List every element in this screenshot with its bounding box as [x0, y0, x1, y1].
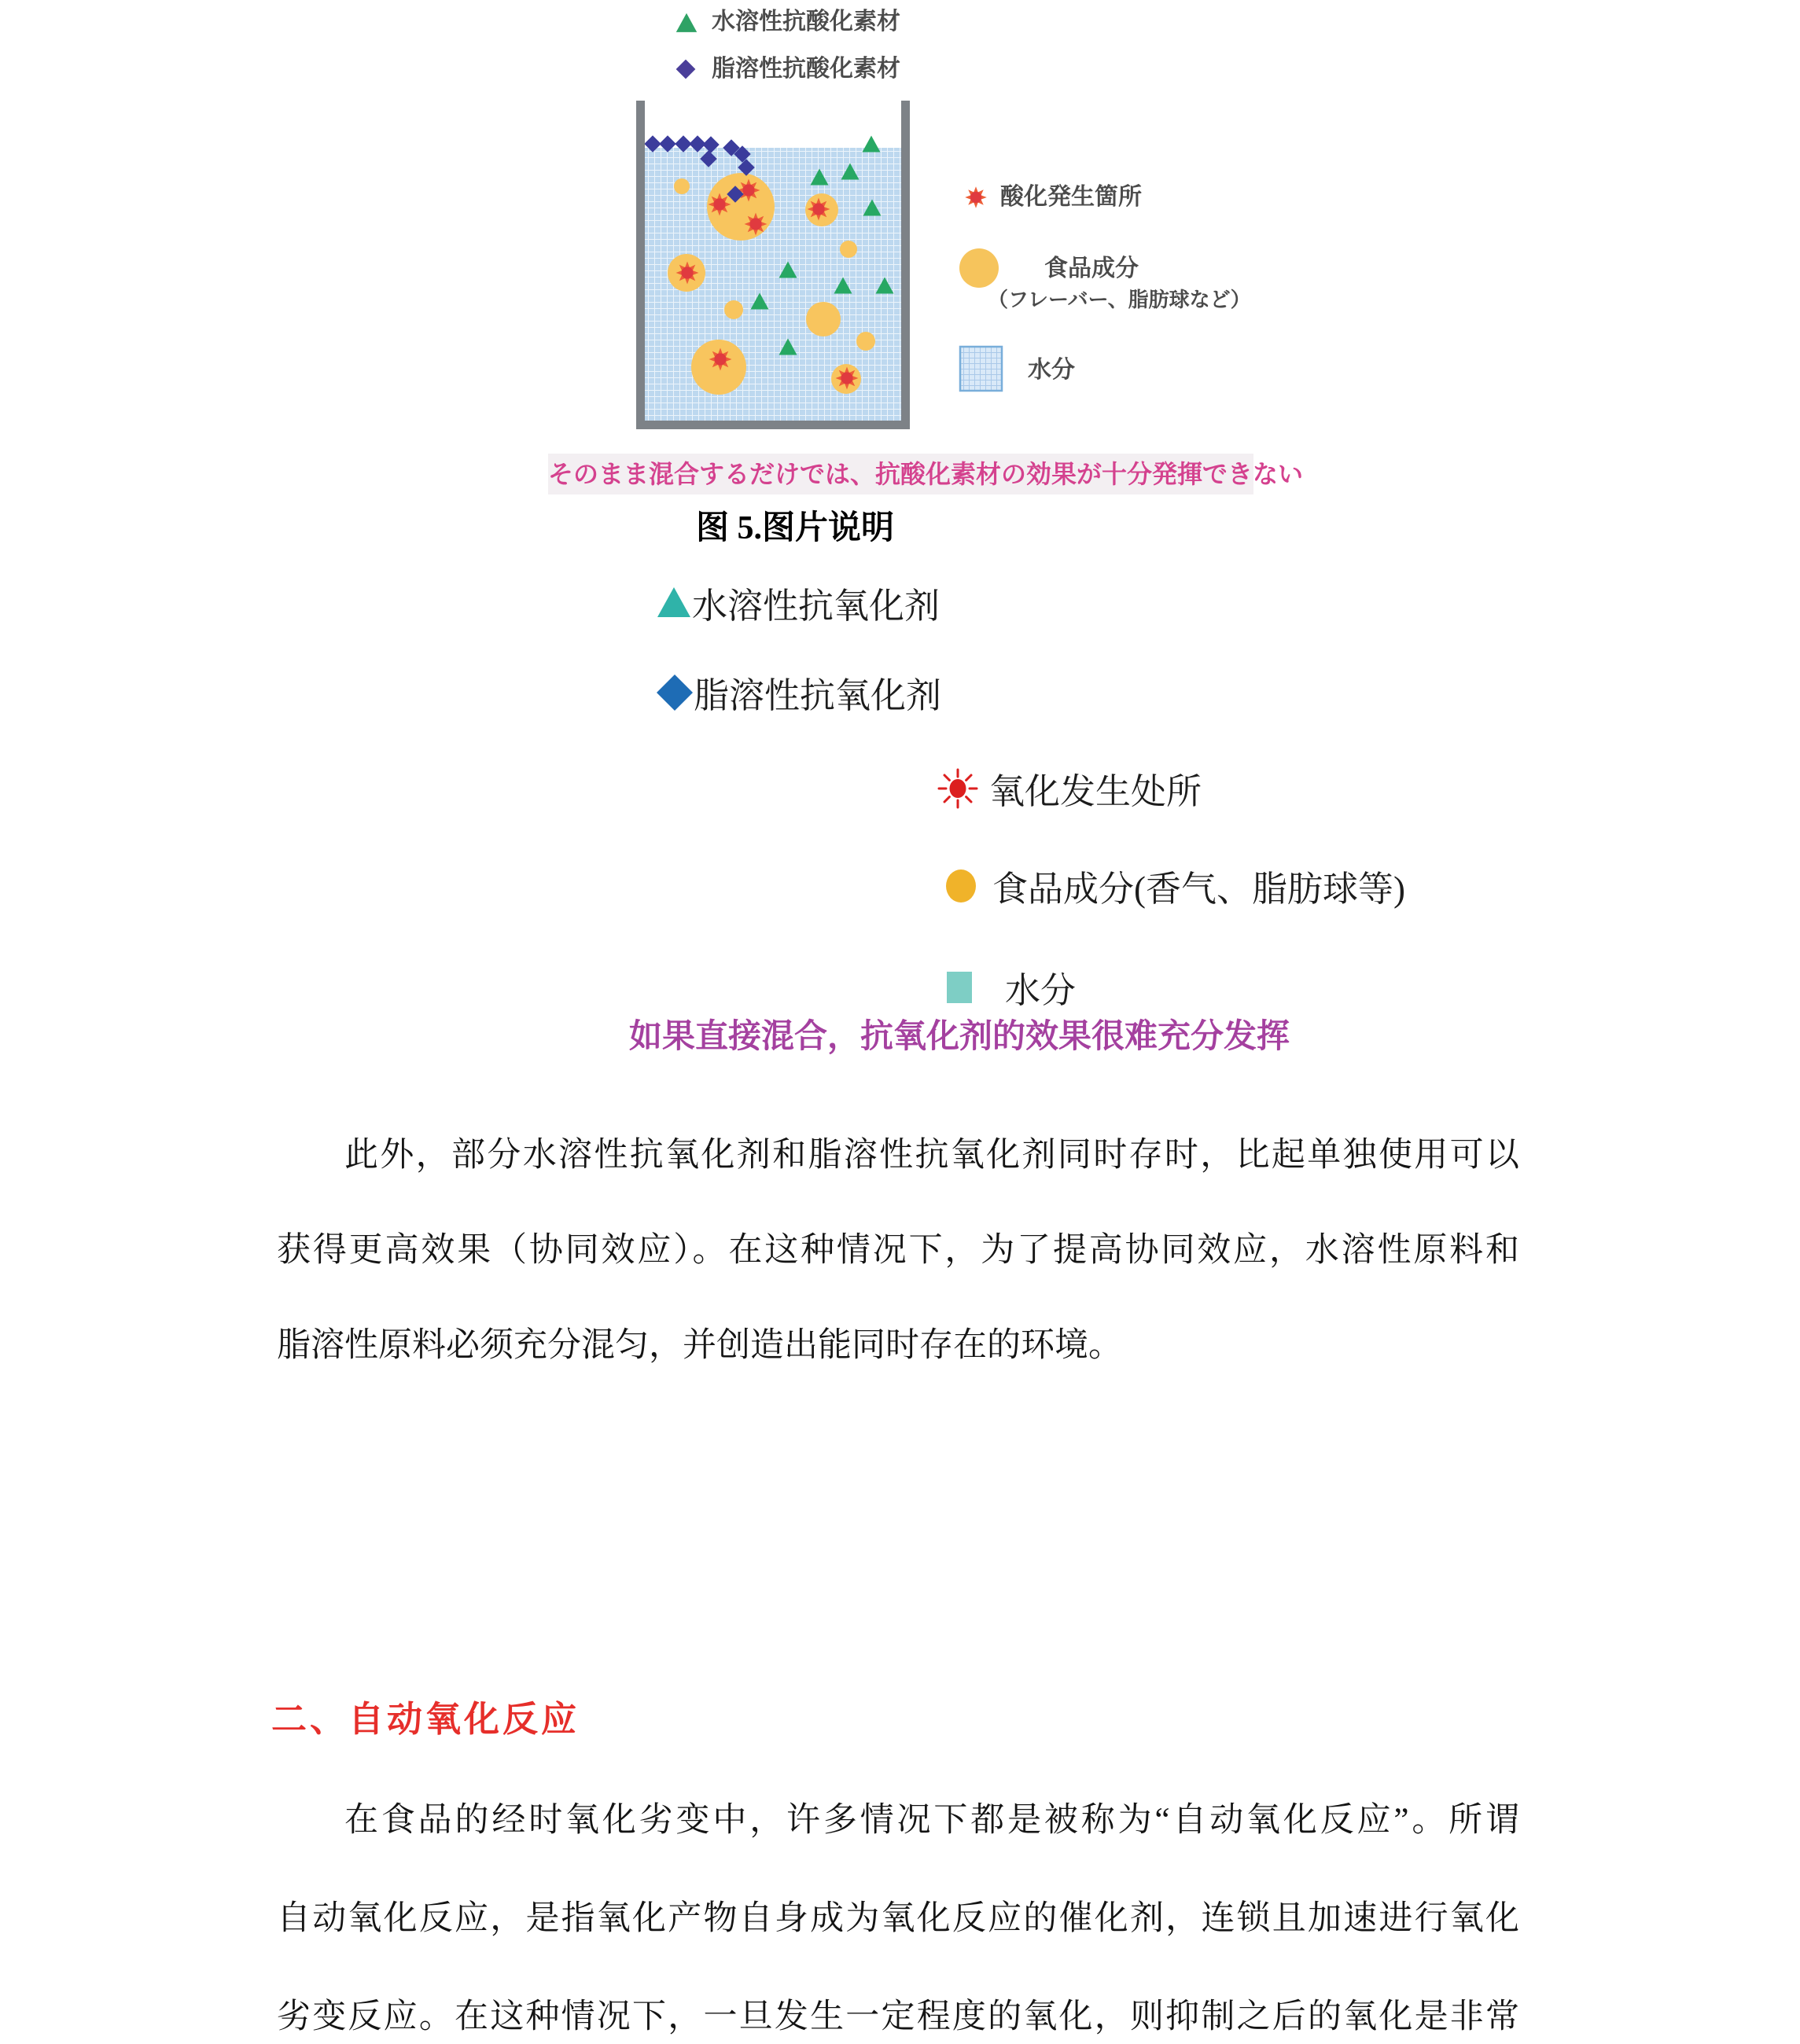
- cn-legend-label: 水溶性抗氧化剂: [692, 586, 940, 626]
- jp-legend-food-sub: （フレーバー、脂肪球など）: [988, 288, 1251, 311]
- purple-diamond-icon: [676, 60, 696, 79]
- jp-legend-food: 食品成分: [1044, 256, 1139, 281]
- jp-legend-lipid-soluble: 脂溶性抗酸化素材: [712, 56, 900, 82]
- cn-legend-water: [947, 961, 1076, 1013]
- text-line: 自动氧化反应，是指氧化产物自身成为氧化反应的催化剂，连锁且加速进行氧化: [277, 1900, 1519, 1937]
- cn-legend-food: [945, 860, 1405, 911]
- jp-legend-water-soluble: 水溶性抗酸化素材: [712, 9, 900, 35]
- cn-legend-label: 氧化发生处所: [989, 772, 1202, 811]
- green-triangle-icon: [676, 13, 697, 32]
- teal-triangle-icon: [657, 585, 692, 621]
- blue-diamond-icon: [656, 674, 694, 711]
- jp-conclusion-banner: そのまま混合するだけでは、抗酸化素材の効果が十分発揮できない: [548, 454, 1253, 494]
- body-paragraph-1: [277, 1108, 1519, 1393]
- jp-legend-oxidation: 酸化発生箇所: [1000, 184, 1142, 210]
- figure-caption: 图 5.图片说明: [696, 510, 895, 546]
- red-starburst-icon: [965, 186, 987, 208]
- cn-conclusion-text: 如果直接混合，抗氧化剂的效果很难充分发挥: [629, 1019, 1290, 1055]
- cn-legend-label: 水分: [1005, 971, 1077, 1010]
- cn-legend-lipid-soluble: [656, 667, 941, 718]
- text-line: 在食品的经时氧化劣变中，许多情况下都是被称为“自动氧化反应”。所谓: [344, 1802, 1519, 1839]
- text-line: 获得更高效果（协同效应）。在这种情况下，为了提高协同效应，水溶性原料和: [277, 1232, 1519, 1269]
- section-heading: 二、自动氧化反应: [271, 1700, 580, 1739]
- cn-legend-label: 脂溶性抗氧化剂: [694, 676, 942, 715]
- cn-legend-label: 食品成分(香气、脂肪球等): [992, 869, 1405, 909]
- cn-legend-water-soluble: [657, 577, 940, 628]
- text-line: 脂溶性原料必须充分混匀，并创造出能同时存在的环境。: [277, 1327, 1122, 1364]
- teal-square-icon: [947, 970, 974, 1005]
- cn-legend-oxidation: [936, 763, 1202, 814]
- text-line: 此外，部分水溶性抗氧化剂和脂溶性抗氧化剂同时存时，比起单独使用可以: [344, 1137, 1519, 1174]
- orange-circle-icon: [959, 248, 999, 288]
- jp-legend-water: 水分: [1028, 357, 1075, 383]
- water-grid-square-icon: [960, 347, 1002, 391]
- orange-ellipse-icon: [945, 868, 977, 904]
- text-line: 劣变反应。在这种情况下，一旦发生一定程度的氧化，则抑制之后的氧化是非常: [277, 1998, 1519, 2035]
- red-sun-icon: [936, 766, 980, 811]
- body-paragraph-2: [277, 1771, 1519, 2044]
